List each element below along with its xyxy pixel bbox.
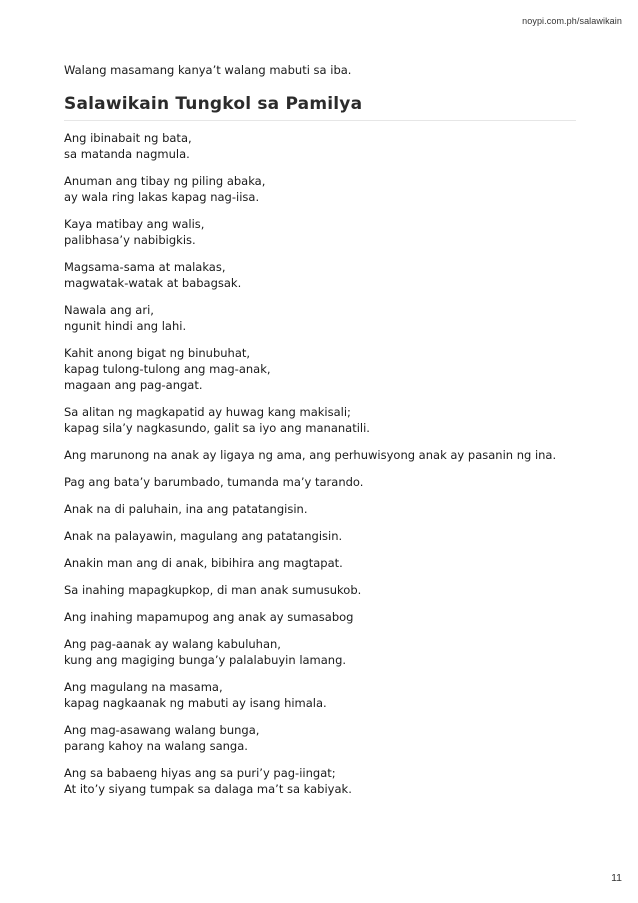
proverb-line: ay wala ring lakas kapag nag-iisa. (64, 190, 260, 204)
proverb-item (64, 636, 576, 668)
proverb-item (64, 173, 576, 205)
proverb-line: Ang magulang na masama, (64, 680, 223, 694)
proverb-line: Ang sa babaeng hiyas ang sa puri’y pag-iingat; (64, 766, 336, 780)
proverb-line: Ang pag-aanak ay walang kabuluhan, (64, 637, 281, 651)
page-source-url: noypi.com.ph/salawikain (522, 16, 622, 26)
proverb-item (64, 345, 576, 393)
section-title: Salawikain Tungkol sa Pamilya (64, 94, 576, 121)
proverb-line: Kahit anong bigat ng binubuhat, (64, 346, 251, 360)
page-number: 11 (611, 872, 622, 884)
proverb-line: kapag sila’y nagkasundo, galit sa iyo ang mananatili. (64, 421, 370, 435)
proverb-item (64, 447, 576, 463)
proverb-line: magaan ang pag-angat. (64, 378, 203, 392)
proverb-line: Sa alitan ng magkapatid ay huwag kang makisali; (64, 405, 351, 419)
proverb-line: Magsama-sama at malakas, (64, 260, 226, 274)
proverb-item (64, 130, 576, 162)
proverb-line: Ang marunong na anak ay ligaya ng ama, ang perhuwisyong anak ay pasanin ng ina. (64, 448, 557, 462)
proverb-line: Kaya matibay ang walis, (64, 217, 205, 231)
proverb-line: Nawala ang ari, (64, 303, 154, 317)
proverb-line: Anak na palayawin, magulang ang patatangisin. (64, 529, 343, 543)
proverb-list (64, 130, 576, 808)
proverb-line: parang kahoy na walang sanga. (64, 739, 248, 753)
proverb-line: Anak na di paluhain, ina ang patatangisin. (64, 502, 308, 516)
proverb-item (64, 555, 576, 571)
proverb-line: kapag tulong-tulong ang mag-anak, (64, 362, 271, 376)
proverb-line: magwatak-watak at babagsak. (64, 276, 242, 290)
proverb-item (64, 302, 576, 334)
proverb-line: Anuman ang tibay ng piling abaka, (64, 174, 266, 188)
proverb-line: Sa inahing mapagkupkop, di man anak sumusukob. (64, 583, 362, 597)
proverb-line: Ang inahing mapamupog ang anak ay sumasabog (64, 610, 354, 624)
proverb-item (64, 216, 576, 248)
proverb-line: sa matanda nagmula. (64, 147, 190, 161)
proverb-item (64, 765, 576, 797)
proverb-line: ngunit hindi ang lahi. (64, 319, 187, 333)
proverb-item (64, 404, 576, 436)
proverb-line: At ito’y siyang tumpak sa dalaga ma’t sa kabiyak. (64, 782, 352, 796)
proverb-item (64, 259, 576, 291)
proverb-line: Anakin man ang di anak, bibihira ang magtapat. (64, 556, 343, 570)
proverb-line: Pag ang bata’y barumbado, tumanda ma’y tarando. (64, 475, 364, 489)
intro-proverb: Walang masamang kanya’t walang mabuti sa iba. (64, 63, 352, 77)
proverb-item (64, 609, 576, 625)
proverb-line: palibhasa’y nabibigkis. (64, 233, 196, 247)
proverb-line: Ang ibinabait ng bata, (64, 131, 192, 145)
proverb-item (64, 722, 576, 754)
proverb-line: kung ang magiging bunga’y palalabuyin lamang. (64, 653, 347, 667)
proverb-item (64, 501, 576, 517)
proverb-line: kapag nagkaanak ng mabuti ay isang himala. (64, 696, 327, 710)
proverb-item (64, 679, 576, 711)
proverb-item (64, 474, 576, 490)
proverb-item (64, 582, 576, 598)
proverb-line: Ang mag-asawang walang bunga, (64, 723, 260, 737)
proverb-item (64, 528, 576, 544)
